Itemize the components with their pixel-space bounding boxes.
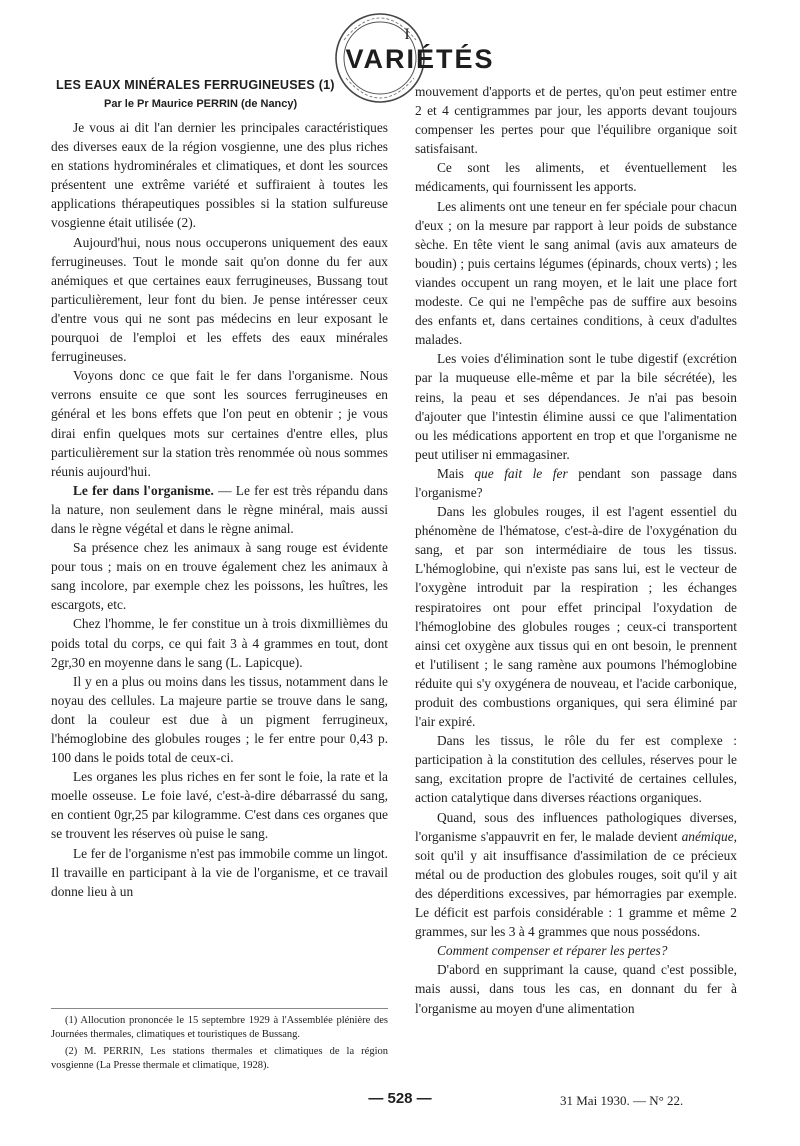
paragraph-text: pendant son passage dans l'organisme? [415,465,737,500]
paragraph [415,464,737,502]
page-number: — 528 — [368,1090,432,1107]
paragraph: Les aliments ont une teneur en fer spéciale pour chacun d'eux ; on la mesure par rapport à leur poids de substance sèche. En tête vient le sang animal (avis aux amateurs de boudin) ; puis certains légumes (épinards, choux verts) ; les viandes occupent un rang moyen, et le lait une place fort modeste. Ce qui ne l'empêche pas de suffire aux besoins des enfants et, dans certaines conditions, à ceux d'adultes malades. [415,198,737,348]
footnote-divider [51,1008,388,1009]
paragraph: Les organes les plus riches en fer sont le foie, la rate et la moelle osseuse. Le foie lavé, c'est-à-dire débarrassé du sang, en contient 0gr,25 par kilogramme. C'est dans ces organes que se trouvent les réserves où puise le sang. [51,769,388,842]
paragraph-text: , soit qu'il y ait insuffisance d'assimilation de ce précieux métal ou de production des globules rouges, soit qu'il y ait des déperditions excessives, par hémorragies par exemple. Le déficit est parfois considérable : 1 gramme et même 2 grammes, sur les 3 à 4 grammes que nous possédons. [415,828,737,940]
section-title: VARIÉTÉS [345,44,495,74]
paragraph: Je vous ai dit l'an dernier les principales caractéristiques des diverses eaux de la région vosgienne, une des plus riches en stations hydrominérales et climatiques, et dont les sources présentent une extrême variété et suffiraient à toutes les applications thérapeutiques possibles si la station sulfureuse vosgienne était utilisée (2). [51,120,388,231]
paragraph: Dans les tissus, le rôle du fer est complexe : participation à la constitution des cellules, réserves pour le sang, excitation propre de l'activité de certaines cellules, action catalytique dans diverses réactions organiques. [415,733,737,806]
paragraph [415,808,737,942]
section-number: I [404,26,410,43]
paragraph: Il y en a plus ou moins dans les tissus, notamment dans le noyau des cellules. La majeure partie se trouve dans le sang, dont la couleur est due à un pigment ferrugineux, l'hémoglobine des globules rouges ; le fer entre pour 0,43 p. 100 dans le poids total de ceux-ci. [51,673,388,766]
left-column [51,118,388,901]
emphasis: anémique [681,828,734,844]
paragraph: Voyons donc ce que fait le fer dans l'organisme. Nous verrons ensuite ce que sont les sources ferrugineuses en général et les bons effets que l'on peut en obtenir ; je vous dirai enfin quelques mots sur certaines d'entre elles, plus particulièrement sur la station très renommée où nous sommes réunis aujourd'hui. [51,368,388,479]
issue-date: 31 Mai 1930. — N° 22. [560,1093,684,1108]
footnotes [51,1014,388,1076]
paragraph-text: — Le fer est très répandu dans la nature, non seulement dans le règne minéral, mais aussi dans le règne végétal et dans le règne animal. [51,482,388,536]
subheading: Le fer dans l'organisme. [73,482,214,498]
paragraph: D'abord en supprimant la cause, quand c'est possible, mais aussi, dans tous les cas, en donnant du fer à l'organisme au moyen d'une alimentation [415,962,737,1016]
paragraph: Chez l'homme, le fer constitue un à trois dixmillièmes du poids total du corps, ce qui fait 3 à 4 grammes en tout, dont 2gr,30 en moyenne dans le sang (L. Lapicque). [51,616,388,670]
right-column [415,82,737,1018]
article-byline: Par le Pr Maurice PERRIN (de Nancy) [104,98,298,110]
paragraph [51,481,388,538]
paragraph: Aujourd'hui, nous nous occuperons uniquement des eaux ferrugineuses. Tout le monde sait qu'on donne du fer aux anémiques et que certaines eaux ferrugineuses, Bussang tout particulièrement, leur font du bien. Je pense intéresser ceux d'entre vous qui ne sont pas médecins en leur exposant le pourquoi de l'emploi et les effets des eaux minérales ferrugineuses. [51,234,388,365]
paragraph: Sa présence chez les animaux à sang rouge est évidente pour tous ; mais on en trouve également chez les animaux à sang incolore, par exemple chez les poissons, les huîtres, les escargots, etc. [51,540,388,613]
footnote: (2) M. PERRIN, Les stations thermales et climatiques de la région vosgienne (La Presse thermale et climatique, 1928). [51,1046,388,1071]
paragraph-text: Quand, sous des influences pathologiques diverses, l'organisme s'appauvrit en fer, le malade devient [415,809,737,844]
paragraph-text: Mais [437,465,475,481]
paragraph: Dans les globules rouges, il est l'agent essentiel du phénomène de l'hématose, c'est-à-dire de l'oxygénation du sang, et par son intermédiaire de tous les tissus. L'hémoglobine, qui n'existe pas sans lui, est le vecteur de l'oxygène introduit par la respiration ; les échanges respiratoires ont pour effet principal l'oxydation de l'hémoglobine des globules rouges ; ceux-ci transportent ainsi cet oxygène aux tissus qui en ont besoin, le prennent et l'utilisent ; le sang ramène aux poumons l'hémoglobine réduite qui s'y oxygénera de nouveau, et l'acide carbonique, produit des combustions organiques, qui sera éliminé par l'air expiré. [415,504,737,730]
emphasis: que fait le fer [474,465,568,481]
paragraph: Le fer de l'organisme n'est pas immobile comme un lingot. Il travaille en participant à la vie de l'organisme, et ce travail donne lieu à un [51,845,388,899]
subheading: Comment compenser et réparer les pertes? [437,943,668,959]
paragraph: mouvement d'apports et de pertes, qu'on peut estimer entre 2 et 4 centigrammes par jour, les apports devant toujours compenser les pertes pour que l'équilibre organique soit satisfaisant. [415,84,737,157]
paragraph: Ce sont les aliments, et éventuellement les médicaments, qui fournissent les apports. [415,160,737,195]
article-title: LES EAUX MINÉRALES FERRUGINEUSES (1) [56,78,335,92]
paragraph: Les voies d'élimination sont le tube digestif (excrétion par la muqueuse elle-même et par la bile sécrétée), les reins, la peau et ses dépendances. Je n'ai pas besoin d'ajouter que l'intestin élimine aussi ce que l'alimentation ou les médications apportent en trop et que l'organisme ne peut utiliser ni emmagasiner. [415,351,737,462]
footnote: (1) Allocution prononcée le 15 septembre 1929 à l'Assemblée plénière des Journées thermales, climatiques et touristiques de Bussang. [51,1015,388,1040]
